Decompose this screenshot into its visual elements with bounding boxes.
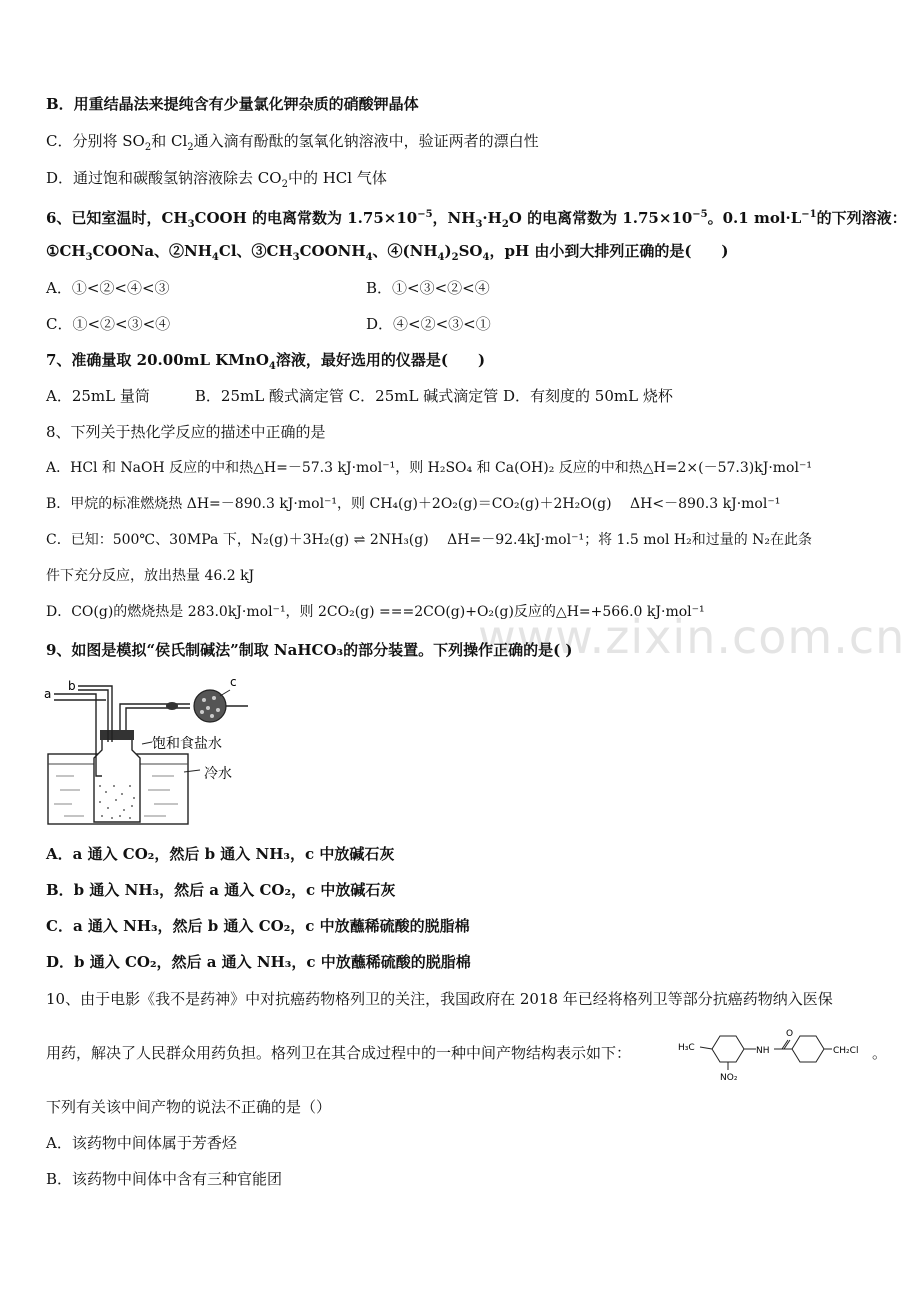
q10-option-a: A．该药物中间体属于芳香烃 [46, 1134, 237, 1152]
label-c: c [230, 675, 237, 689]
ch2cl-label: CH₂Cl [833, 1046, 859, 1056]
q5-option-d: D．通过饱和碳酸氢钠溶液除去 $CO_2$中的 HCl 气体 [46, 169, 387, 190]
q7-stem: 7、准确量取 20.00mL KMnO$_4$溶液，最好选用的仪器是( ) [46, 351, 486, 372]
q6-stem-line2: $①CH_3COONa$、$②NH_4Cl$、$③CH_3COONH_4$、$④(NH_4)_2SO_4$，pH 由小到大排列正确的是( ) [46, 242, 729, 263]
q10-option-b: B．该药物中间体中含有三种官能团 [46, 1170, 283, 1188]
carbonyl-o-label: O [786, 1029, 794, 1039]
q8-option-c-line1: C．已知：500℃、30MPa 下，N₂(g)＋3H₂(g) ⇌ 2NH₃(g) ΔH=－92.4kJ·mol⁻¹；将 1.5 mol H₂和过量的 N₂在此条 [46, 532, 813, 548]
methyl-label: H₃C [678, 1043, 695, 1053]
label-b: b [68, 679, 76, 693]
q6-option-a: A．①<②<④<③ [46, 279, 170, 297]
q8-option-c-line2: 件下充分反应，放出热量 46.2 kJ [46, 568, 255, 584]
label-a: a [44, 687, 52, 701]
label-cold-water: 冷水 [204, 766, 232, 782]
q8-stem: 8、下列关于热化学反应的描述中正确的是 [46, 423, 326, 441]
q7-options: A．25mL 量筒 B．25mL 酸式滴定管 C．25mL 碱式滴定管 D．有刻度的 50mL 烧杯 [46, 387, 673, 405]
q6-stem-line1: 6、已知室温时，$CH_3COOH$ 的电离常数为 $1.75\times 10^{-5}$，$NH_3\cdot H_2O$ 的电离常数为 $1.75\times 10^{-5}$。0.1 $mol\cdot L^{-1}$的下列溶液： [46, 209, 907, 230]
q10-stem-line1: 10、由于电影《我不是药神》中对抗癌药物格列卫的关注，我国政府在 2018 年已经将格列卫等部分抗癌药物纳入医保 [46, 990, 833, 1008]
q9-stem: 9、如图是模拟“侯氏制碱法”制取 NaHCO₃的部分装置。下列操作正确的是( ) [46, 641, 573, 659]
q10-stem-period: 。 [872, 1044, 888, 1062]
q8-option-b: B．甲烷的标准燃烧热 ΔH=－890.3 kJ·mol⁻¹，则 CH₄(g)＋2O₂(g)＝CO₂(g)＋2H₂O(g) ΔH<－890.3 kJ·mol⁻¹ [46, 496, 781, 512]
nitro-label: NO₂ [720, 1073, 738, 1083]
q10-stem-line2: 用药，解决了人民群众用药负担。格列卫在其合成过程中的一种中间产物结构表示如下： [46, 1044, 632, 1062]
q8-option-d: D．CO(g)的燃烧热是 283.0kJ·mol⁻¹，则 2CO₂(g) ===2CO(g)+O₂(g)反应的△H=+566.0 kJ·mol⁻¹ [46, 604, 705, 620]
q5-option-c: C．分别将 $SO_2$和 $Cl_2$通入滴有酚酞的氢氧化钠溶液中，验证两者的漂白性 [46, 132, 539, 153]
benzene-ring-2 [792, 1036, 824, 1062]
clamp [166, 702, 178, 710]
q6-option-b: B．①<③<②<④ [366, 279, 490, 297]
bottle-stopper [100, 730, 134, 740]
label-brine: 饱和食盐水 [152, 736, 222, 752]
q9-option-a: A．a 通入 CO₂，然后 b 通入 NH₃，c 中放碱石灰 [46, 845, 395, 863]
q6-option-d: D．④<②<③<① [366, 315, 491, 333]
q10-question: 下列有关该中间产物的说法不正确的是（） [46, 1098, 332, 1116]
q9-option-d: D．b 通入 CO₂，然后 a 通入 NH₃，c 中放蘸稀硫酸的脱脂棉 [46, 953, 471, 971]
q9-apparatus-figure [44, 668, 254, 832]
q5-option-b: B．用重结晶法来提纯含有少量氯化钾杂质的硝酸钾晶体 [46, 95, 419, 113]
q6-option-c: C．①<②<③<④ [46, 315, 171, 333]
benzene-ring-1 [712, 1036, 744, 1062]
q9-option-b: B．b 通入 NH₃，然后 a 通入 CO₂，c 中放碱石灰 [46, 881, 396, 899]
q9-option-c: C．a 通入 NH₃，然后 b 通入 CO₂，c 中放蘸稀硫酸的脱脂棉 [46, 917, 470, 935]
q10-structure-diagram [676, 1022, 872, 1086]
q8-option-a: A．HCl 和 NaOH 反应的中和热△H=－57.3 kJ·mol⁻¹，则 H₂SO₄ 和 Ca(OH)₂ 反应的中和热△H=2×(－57.3)kJ·mol⁻¹ [46, 460, 812, 476]
gas-bottle [94, 738, 140, 822]
watermark: www.zixin.com.cn [478, 610, 906, 664]
nh-label: NH [756, 1046, 770, 1056]
